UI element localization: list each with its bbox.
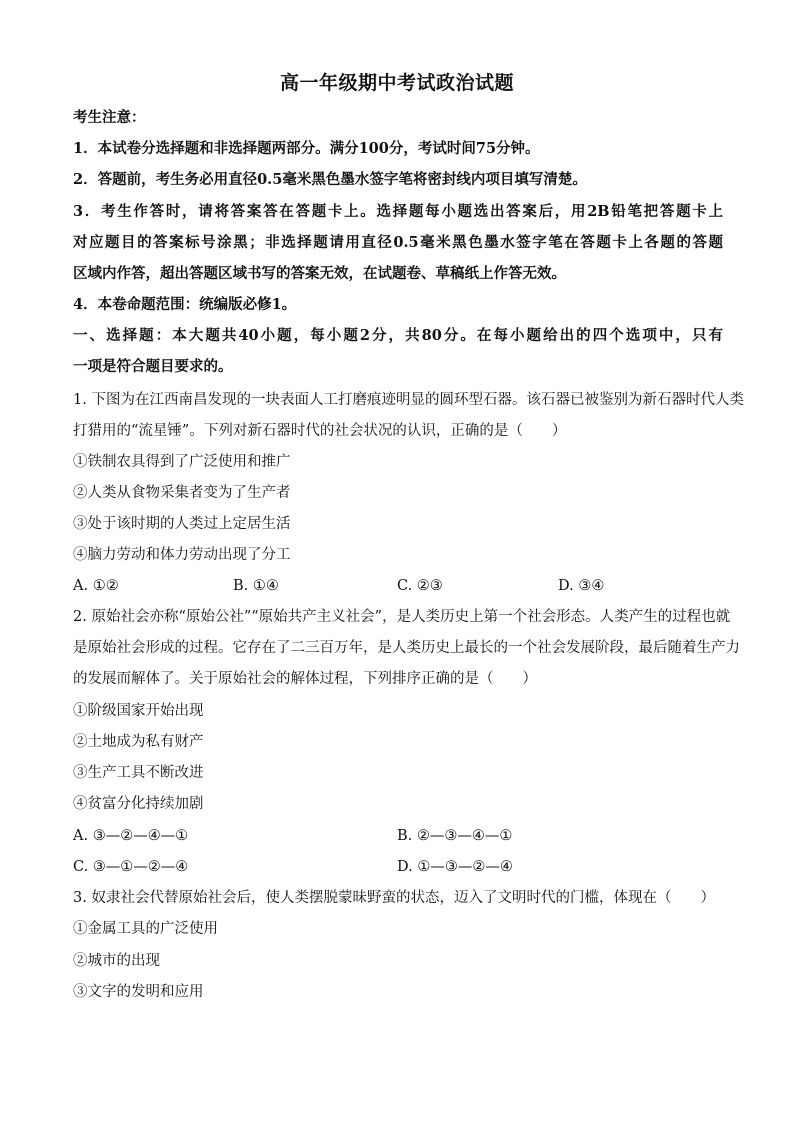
statement-item: ①铁制农具得到了广泛使用和推广 — [73, 454, 291, 470]
section-heading: 一项是符合题目要求的。 — [73, 358, 233, 375]
question-stem: 1. 下图为在江西南昌发现的一块表面人工打磨痕迹明显的圆环型石器。该石器已被鉴别为新石器时代人类 — [73, 392, 744, 408]
notice-heading: 考生注意： — [73, 109, 146, 126]
notice-item: 对应题目的答案标号涂黑；非选择题请用直径0.5毫米黑色墨水签字笔在答题卡上各题的答题 — [73, 234, 723, 251]
statement-item: ②城市的出现 — [73, 953, 160, 969]
question-stem: 是原始社会形成的过程。它存在了二三百万年，是人类历史上最长的一个社会发展阶段，最后随着生产力 — [73, 640, 740, 656]
notice-item: 3．考生作答时，请将答案答在答题卡上。选择题每小题选出答案后，用2B铅笔把答题卡上 — [73, 203, 723, 220]
notice-item: 2．答题前，考生务必用直径0.5毫米黑色墨水签字笔将密封线内项目填写清楚。 — [73, 171, 587, 188]
question-stem: 3. 奴隶社会代替原始社会后，使人类摆脱蒙昧野蛮的状态，迈入了文明时代的门槛，体现在（ ） — [73, 890, 715, 906]
statement-item: ③生产工具不断改进 — [73, 765, 204, 781]
option-c: C. ②③ — [397, 578, 443, 594]
statement-item: ①金属工具的广泛使用 — [73, 921, 218, 937]
notice-item: 1．本试卷分选择题和非选择题两部分。满分100分，考试时间75分钟。 — [73, 140, 540, 157]
statement-item: ③文字的发明和应用 — [73, 984, 204, 1000]
statement-item: ④贫富分化持续加剧 — [73, 796, 204, 812]
option-b: B. ②—③—④—① — [397, 828, 513, 844]
notice-item: 区域内作答，超出答题区域书写的答案无效，在试题卷、草稿纸上作答无效。 — [73, 265, 566, 282]
option-d: D. ③④ — [558, 578, 605, 594]
statement-item: ③处于该时期的人类过上定居生活 — [73, 516, 291, 532]
question-stem: 的发展而解体了。关于原始社会的解体过程，下列排序正确的是（ ） — [73, 671, 537, 687]
option-b: B. ①④ — [233, 578, 279, 594]
question-stem: 打猎用的“流星锤”。下列对新石器时代的社会状况的认识，正确的是（ ） — [73, 423, 567, 439]
option-c: C. ③—①—②—④ — [73, 859, 189, 875]
option-a: A. ①② — [73, 578, 119, 594]
question-stem: 2. 原始社会亦称“原始公社”“原始共产主义社会”，是人类历史上第一个社会形态。人类产生的过程也就 — [73, 609, 731, 625]
statement-item: ①阶级国家开始出现 — [73, 703, 204, 719]
option-a: A. ③—②—④—① — [73, 828, 189, 844]
section-heading: 一、选择题：本大题共40小题，每小题2分，共80分。在每小题给出的四个选项中，只有 — [73, 327, 723, 344]
notice-item: 4．本卷命题范围：统编版必修1。 — [73, 296, 297, 313]
option-d: D. ①—③—②—④ — [397, 859, 513, 875]
statement-item: ②土地成为私有财产 — [73, 734, 204, 750]
statement-item: ④脑力劳动和体力劳动出现了分工 — [73, 547, 291, 563]
statement-item: ②人类从食物采集者变为了生产者 — [73, 485, 291, 501]
page-title: 高一年级期中考试政治试题 — [279, 72, 514, 94]
